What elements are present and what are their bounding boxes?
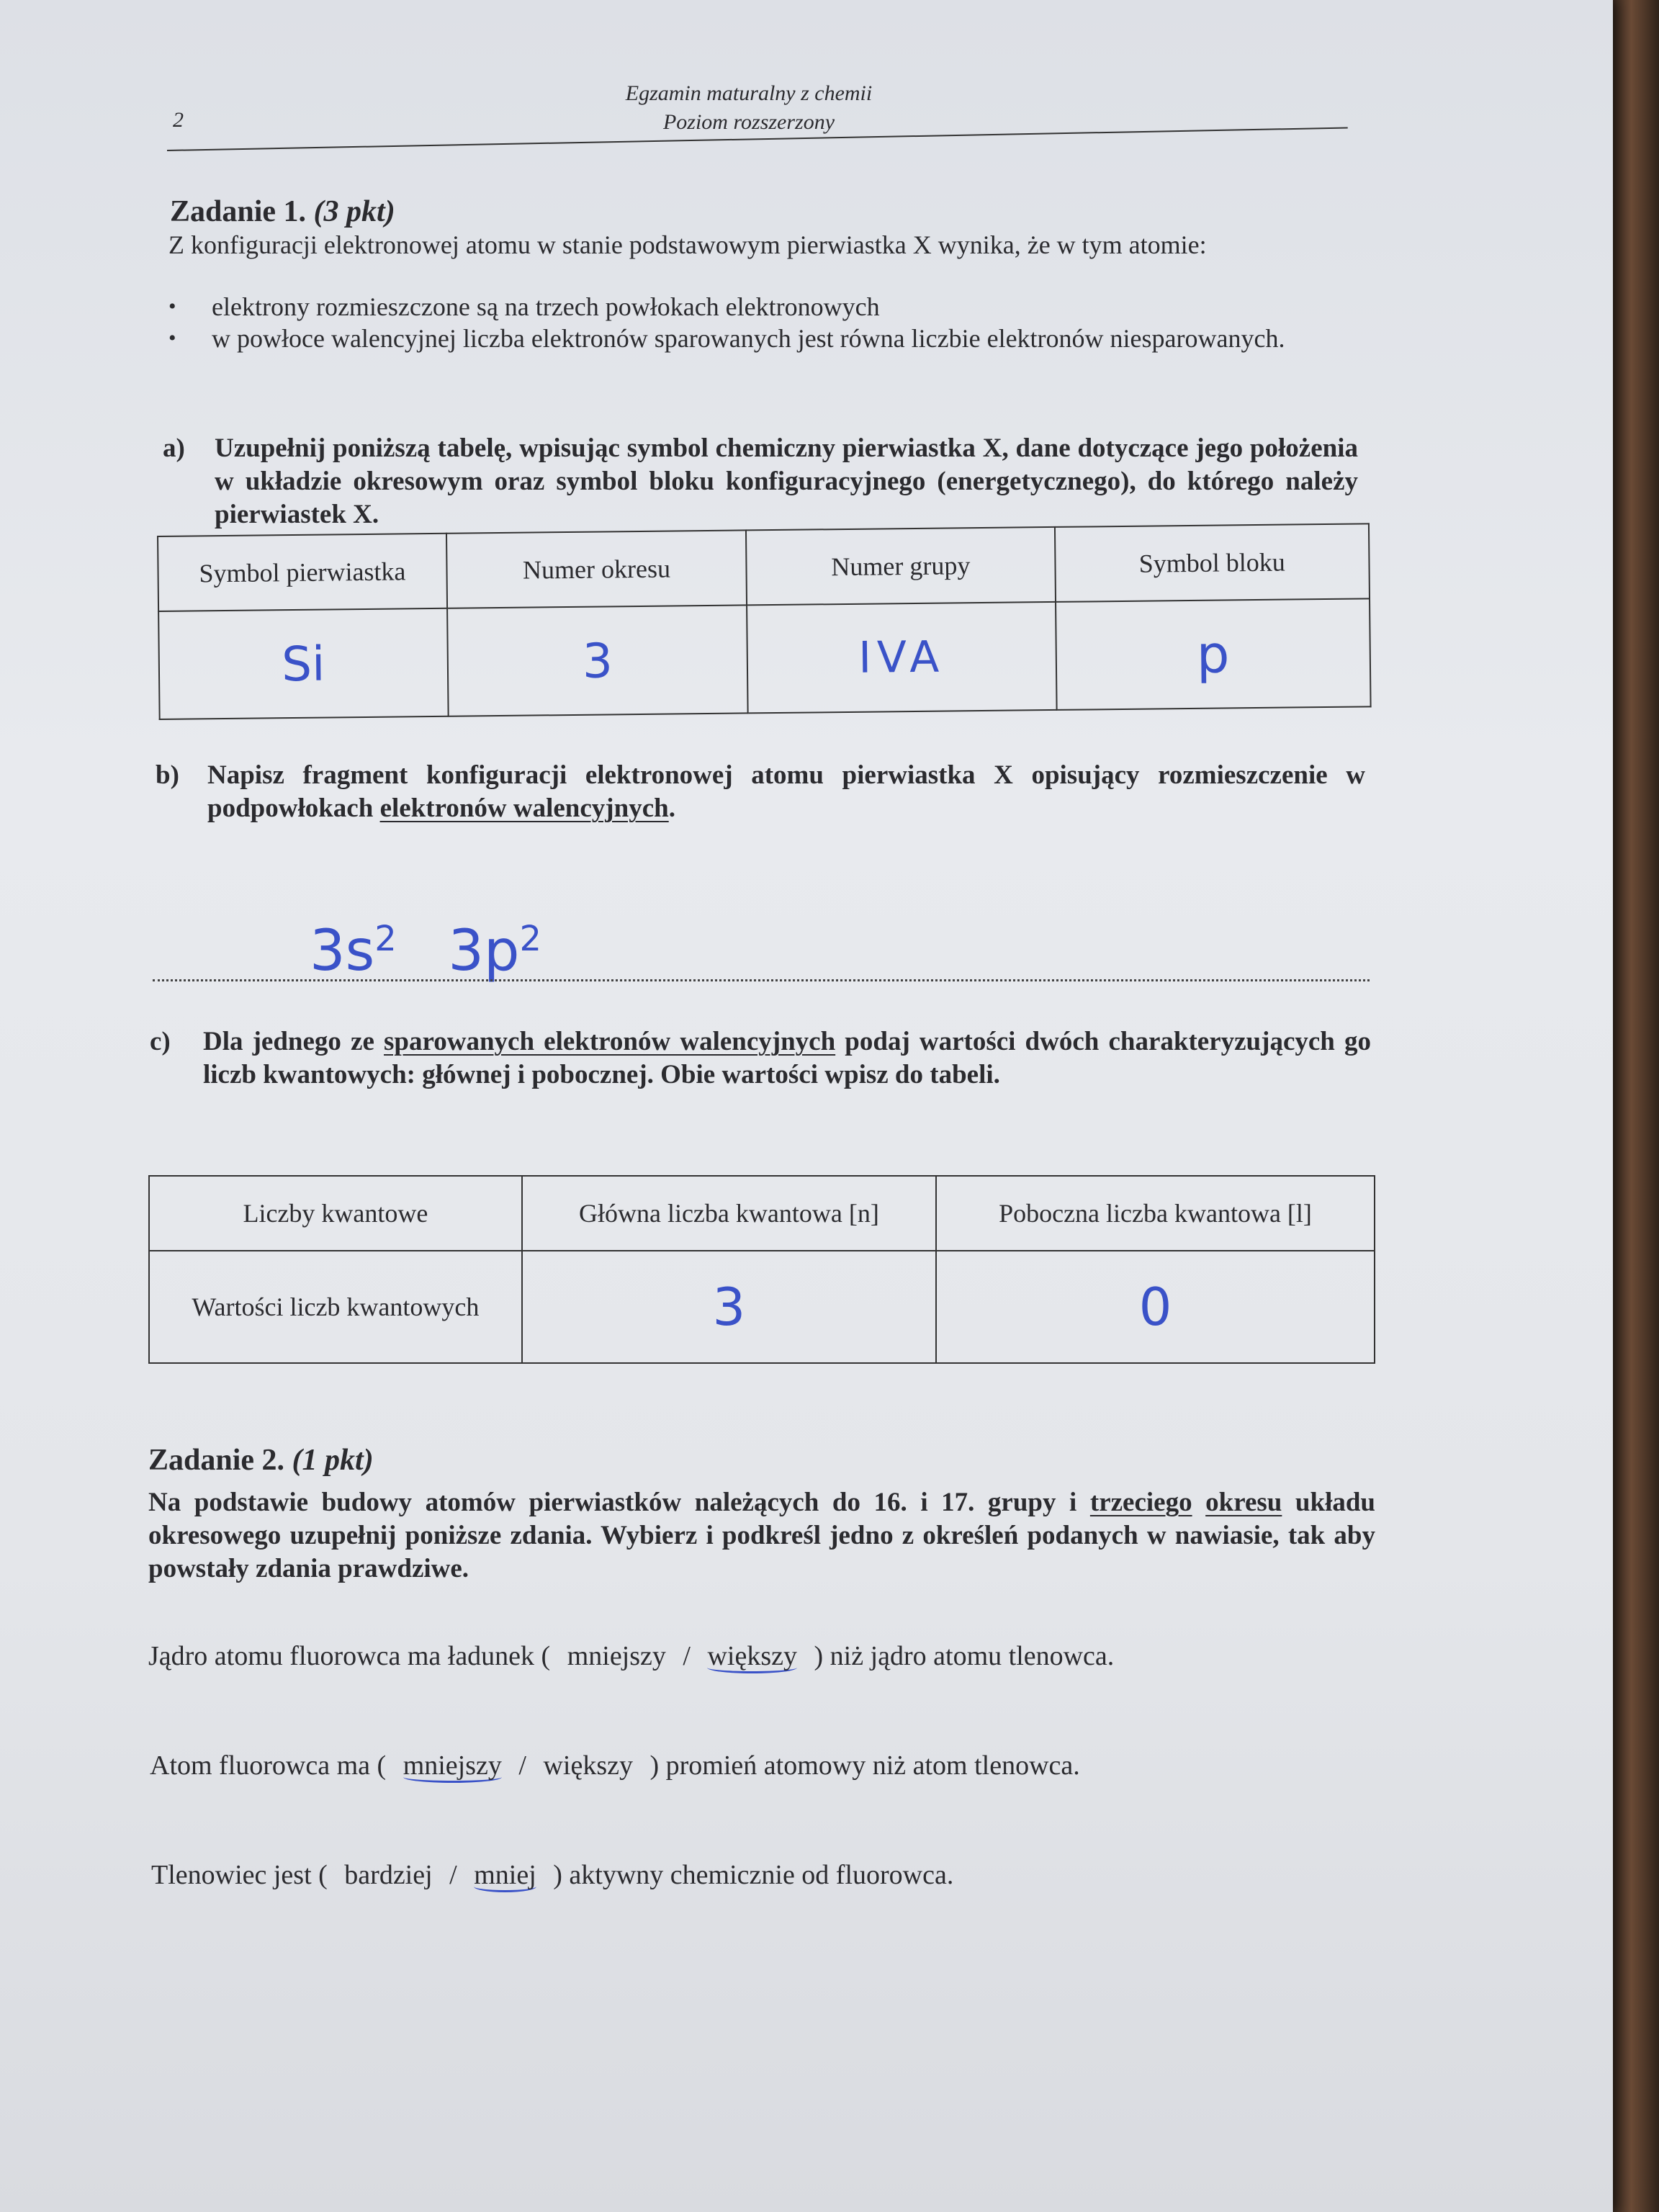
chosen-option: większy [707,1641,797,1673]
quantum-table [148,1175,1375,1364]
task1-intro: Z konfiguracji elektronowej atomu w stanie podstawowym pierwiastka X wynika, że w tym atomie: [168,230,1207,259]
task2-title: Zadanie 2. (1 pkt) [148,1444,374,1477]
col-header: Symbol pierwiastka [158,534,447,611]
desk-edge [1613,0,1659,2212]
configuration-answer [310,910,542,984]
task1-bullets [168,291,1349,354]
task1b: b) Napisz fragment konfiguracji elektronowej atomu pierwiastka X opisujący rozmieszczenie w podpowłokach elektronów walencyjnych. [156,760,1365,823]
sentence-2: Atom fluorowca ma ( mniejszy / większy ) promień atomowy niż atom tlenowca. [150,1750,1080,1781]
element-table [157,523,1372,720]
col-header: Numer okresu [446,530,747,608]
term-3s: $3s^2$ [310,919,397,984]
col-header: Symbol bloku [1055,523,1370,602]
answer-period: 3 [447,605,748,716]
bullet-dot: • [168,326,176,350]
row-label: Wartości liczb kwantowych [149,1251,522,1363]
task2-instructions: Na podstawie budowy atomów pierwiastków należących do 16. i 17. grupy i trzeciego okresu układu okresowego uzupełnij poniższe zdania. Wybierz i podkreśl jedno z określeń podanych w nawiasie, tak aby powstały zdania prawdziwe. [148,1488,1376,1583]
col-header: Liczby kwantowe [149,1176,522,1251]
answer-line [153,979,1370,981]
chosen-option: mniejszy [403,1750,502,1783]
exam-title: Egzamin maturalny z chemii [625,81,873,105]
task1c: c) Dla jednego ze sparowanych elektronów walencyjnych podaj wartości dwóch charakteryzujących go liczb kwantowych: głównej i pobocznej. Obie wartości wpisz do tabeli. [150,1027,1371,1089]
answer-block: p [1056,598,1371,710]
sentence-3: Tlenowiec jest ( bardziej / mniej ) aktywny chemicznie od fluorowca. [151,1859,953,1891]
col-header: Poboczna liczba kwantowa [l] [936,1176,1375,1251]
page-number: 2 [173,108,184,132]
task1a: a) Uzupełnij poniższą tabelę, wpisując symbol chemiczny pierwiastka X, dane dotyczące jego położenia w układzie okresowym oraz symbol bloku konfiguracyjnego (energetycznego), do którego należy pierwiastek X. [163,433,1358,529]
col-header: Główna liczba kwantowa [n] [522,1176,936,1251]
answer-azimuthal-l: 0 [936,1251,1375,1363]
term-3p: $3p^2$ [448,919,542,984]
answer-group: IVA [747,602,1056,713]
answer-main-n: 3 [522,1251,936,1363]
bullet-dot: • [168,295,176,318]
col-header: Numer grupy [746,527,1055,605]
page-header [547,79,950,137]
bullet-item: • elektrony rozmieszczone są na trzech powłokach elektronowych [168,292,880,321]
exam-level: Poziom rozszerzony [662,110,835,134]
answer-symbol: Si [158,608,448,719]
task1-title: Zadanie 1. (3 pkt) [170,195,395,228]
sentence-1: Jądro atomu fluorowca ma ładunek ( mniejszy / większy ) niż jądro atomu tlenowca. [148,1640,1114,1672]
chosen-option: mniej [474,1860,536,1892]
bullet-item: • w powłoce walencyjnej liczba elektronów sparowanych jest równa liczbie elektronów niesparowanych. [168,324,1285,353]
